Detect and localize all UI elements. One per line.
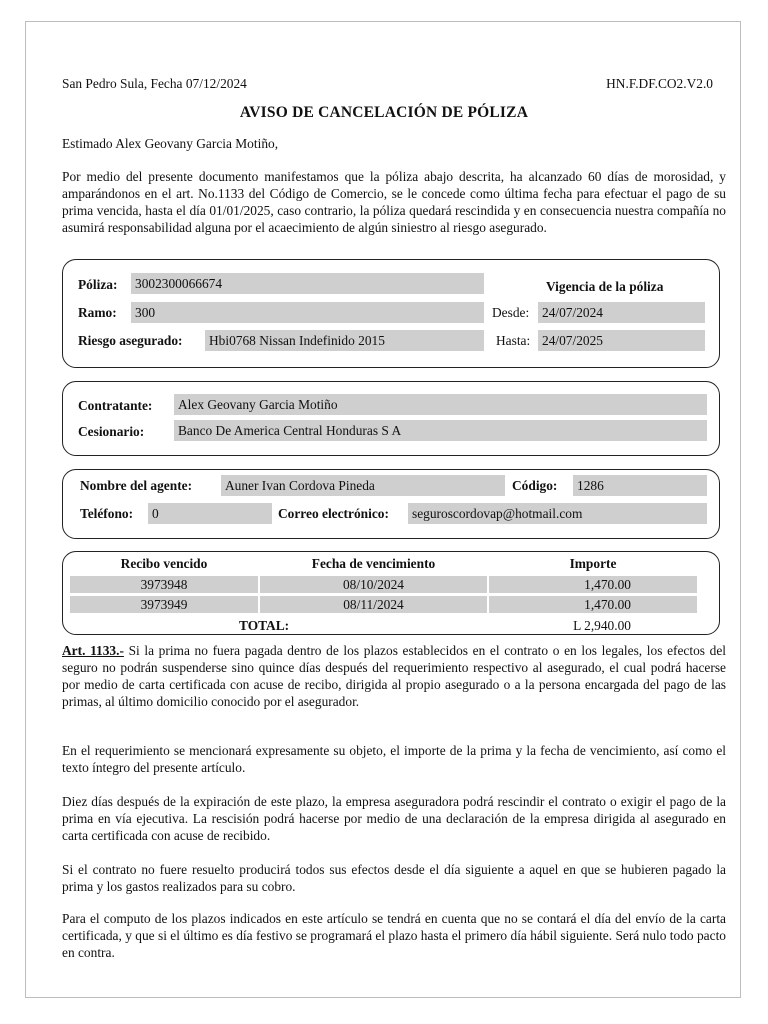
vigencia-label: Vigencia de la póliza xyxy=(546,279,664,294)
intro-paragraph: Por medio del presente documento manifestamos que la póliza abajo descrita, ha alcanzado 60 días de morosidad, y amparándonos en el art. No.1133 del Código de Comercio, se le concede como última fecha para efectuar el pago de su prima vencida, hasta el día 01/01/2025, caso contrario, la póliza quedará rescindida y en consecuencia nuestra compañía no asumirá responsabilidad alguna por el acaecimiento de algún siniestro al riesgo asegurado. xyxy=(62,169,726,235)
hasta-field: 24/07/2025 xyxy=(538,330,705,351)
codigo-field: 1286 xyxy=(573,475,707,496)
contratante-label: Contratante: xyxy=(78,398,153,413)
desde-label: Desde: xyxy=(492,305,530,320)
agente-label: Nombre del agente: xyxy=(80,478,193,493)
correo-field: seguroscordovap@hotmail.com xyxy=(408,503,707,524)
article-title: Art. 1133.- xyxy=(62,643,124,658)
article-paragraph-3: Diez días después de la expiración de este plazo, la empresa aseguradora podrá rescindir el contrato o exigir el pago de la prima en vía ejecutiva. La rescisión podrá hacerse por medio de una declaración de la empresa dirigida al asegurado en carta certificada con acuse de recibido. xyxy=(62,794,726,843)
article-paragraph-5: Para el computo de los plazos indicados en este artículo se tendrá en cuenta que no se contará el día del envío de la carta certificada, y que si el último es día festivo se programará el plazo hasta el primero día hábil siguiente. Será nulo todo pacto en contra. xyxy=(62,911,726,960)
table-cell: 1,470.00 xyxy=(489,576,697,593)
cesionario-field: Banco De America Central Honduras S A xyxy=(174,420,707,441)
telefono-field: 0 xyxy=(148,503,272,524)
desde-field: 24/07/2024 xyxy=(538,302,705,323)
cesionario-label: Cesionario: xyxy=(78,424,145,439)
col-header-recibo: Recibo vencido xyxy=(120,556,208,571)
riesgo-field: Hbi0768 Nissan Indefinido 2015 xyxy=(205,330,484,351)
table-cell: 3973949 xyxy=(70,596,258,613)
ramo-field: 300 xyxy=(131,302,484,323)
total-value: L 2,940.00 xyxy=(573,618,631,633)
parties-box xyxy=(62,381,720,456)
ramo-label: Ramo: xyxy=(78,305,117,320)
telefono-label: Teléfono: xyxy=(80,506,134,521)
hasta-label: Hasta: xyxy=(496,333,531,348)
agente-field: Auner Ivan Cordova Pineda xyxy=(221,475,505,496)
correo-label: Correo electrónico: xyxy=(278,506,389,521)
article-paragraph-4: Si el contrato no fuere resuelto producirá todos sus efectos desde el día siguiente a aquel en que se hubieren pagado la prima y los gastos realizados para su cobro. xyxy=(62,862,726,894)
table-cell: 08/10/2024 xyxy=(260,576,487,593)
form-code: HN.F.DF.CO2.V2.0 xyxy=(606,76,713,91)
poliza-label: Póliza: xyxy=(78,277,118,292)
poliza-field: 3002300066674 xyxy=(131,273,484,294)
codigo-label: Código: xyxy=(512,478,558,493)
col-header-fecha: Fecha de vencimiento xyxy=(311,556,436,571)
article-paragraph-2: En el requerimiento se mencionará expresamente su objeto, el importe de la prima y la fecha de vencimiento, así como el texto íntegro del presente artículo. xyxy=(62,743,726,775)
greeting: Estimado Alex Geovany Garcia Motiño, xyxy=(62,136,279,151)
article-text: Si la prima no fuera pagada dentro de los plazos establecidos en el contrato o en los legales, los efectos del seguro no podrán suspenderse sino quince días después del requerimiento respectivo al asegurado, el cual podrá hacerse por medio de carta certificada con acuse de recibo, dirigida al propio asegurado o a la persona encargada del pago de las primas, al último domicilio conocido por el asegurador. xyxy=(62,643,726,709)
table-cell: 1,470.00 xyxy=(489,596,697,613)
table-cell: 3973948 xyxy=(70,576,258,593)
contratante-field: Alex Geovany Garcia Motiño xyxy=(174,394,707,415)
total-label: TOTAL: xyxy=(239,618,290,633)
place-date: San Pedro Sula, Fecha 07/12/2024 xyxy=(62,76,247,91)
col-header-importe: Importe xyxy=(569,556,617,571)
table-cell: 08/11/2024 xyxy=(260,596,487,613)
article-paragraph-1 xyxy=(62,642,726,710)
riesgo-label: Riesgo asegurado: xyxy=(78,333,183,348)
document-title: AVISO DE CANCELACIÓN DE PÓLIZA xyxy=(239,104,529,121)
